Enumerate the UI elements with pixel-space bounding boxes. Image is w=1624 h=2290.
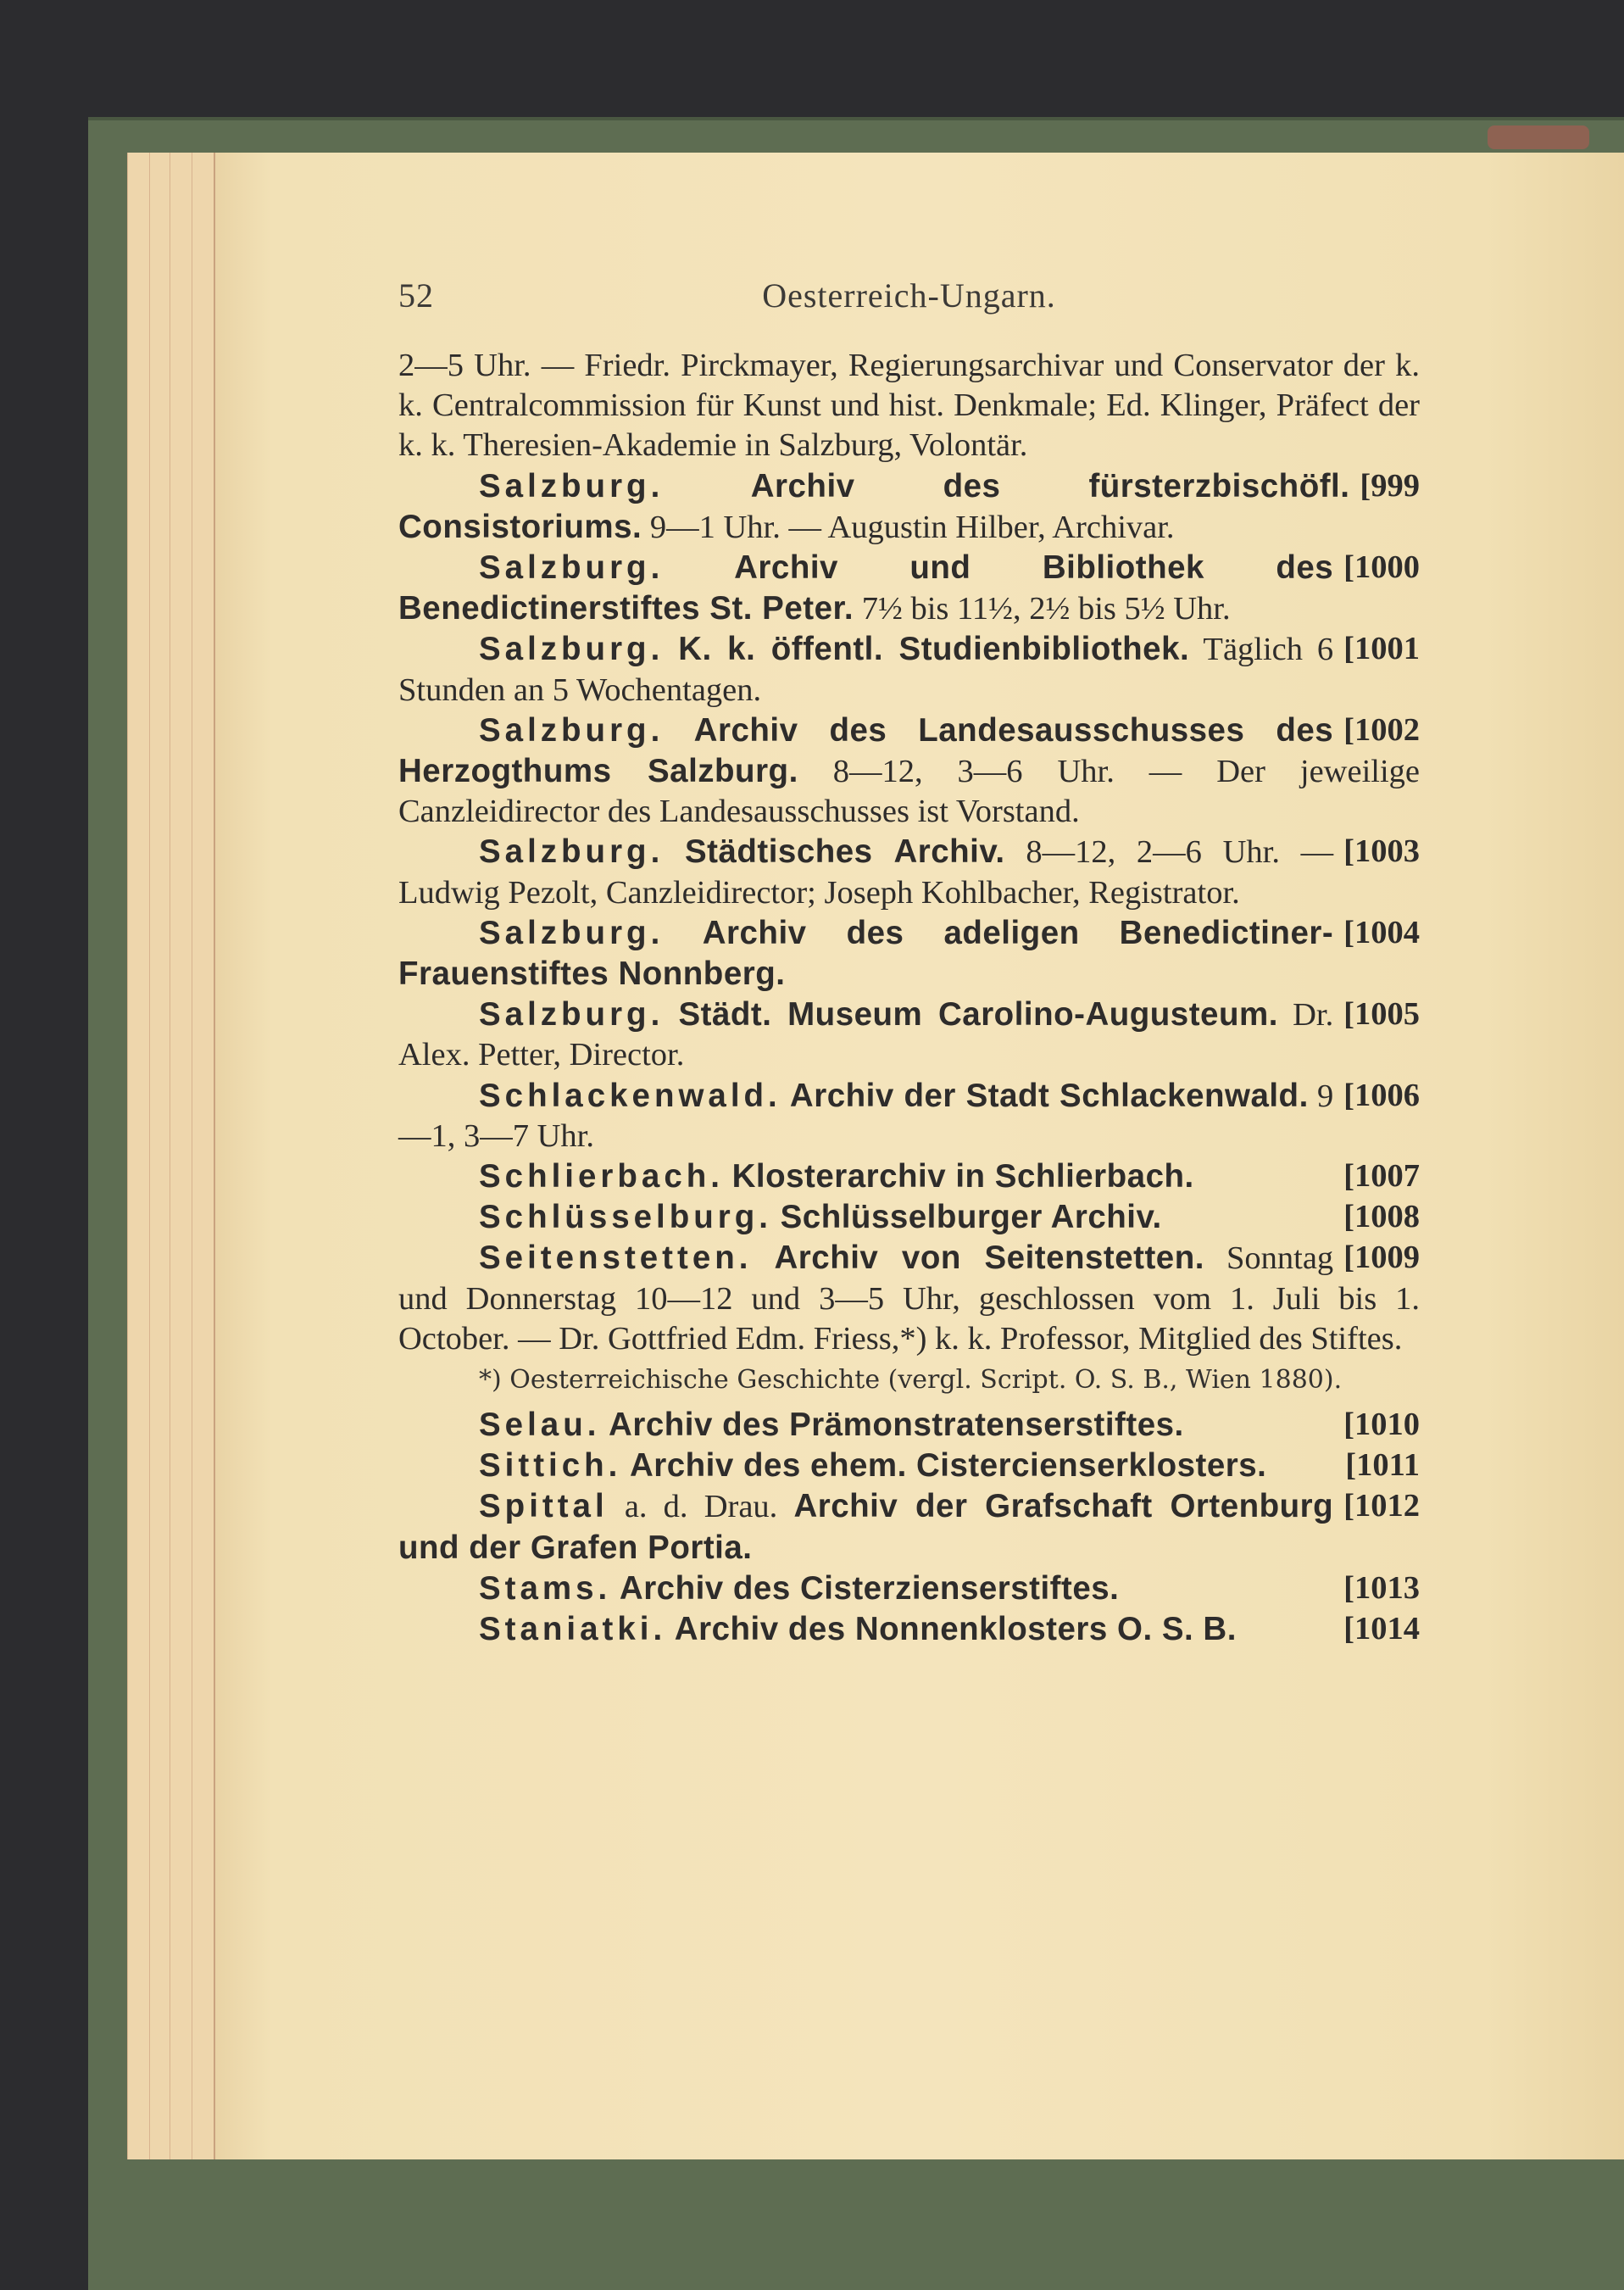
page-edge <box>127 153 152 2159</box>
entry-place: Salzburg. <box>479 833 665 871</box>
entry-title: Klosterarchiv in Schlierbach. <box>731 1158 1194 1195</box>
page-number: 52 <box>398 276 434 315</box>
page-edge <box>170 153 194 2159</box>
entry-1009 <box>398 1238 1420 1359</box>
entry-1014 <box>398 1609 1420 1650</box>
entry-place: Salzburg. <box>479 711 665 749</box>
entry-title: Archiv und Bibliothek des Benedictinerstiftes St. Peter. <box>398 549 1334 627</box>
entry-1010 <box>398 1405 1420 1446</box>
entry-title: Archiv des fürsterzbischöfl. Consistoriums. <box>398 467 1350 545</box>
entry-details: 8—12, 3—6 Uhr. — Der jeweilige Canzleidirector des Landesausschusses ist Vorstand. <box>398 754 1420 830</box>
entry-number: [1013 <box>1343 1569 1420 1606</box>
continuation-paragraph: 2—5 Uhr. — Friedr. Pirckmayer, Regierungsarchivar und Conservator der k. k. Centralcommission für Kunst und hist. Denkmale; Ed. Klinger, Präfect der k. k. Theresien-Akademie in Salzburg, Volontär. <box>398 348 1420 464</box>
entry-1005 <box>398 995 1420 1075</box>
page-edge <box>192 153 216 2159</box>
entry-title: Archiv des adeligen Benedictiner-Frauenstiftes Nonnberg. <box>398 914 1334 993</box>
entry-1011 <box>398 1446 1420 1486</box>
entry-title: Archiv der Grafschaft Ortenburg und der Grafen Portia. <box>398 1488 1334 1566</box>
entry-999 <box>398 466 1420 548</box>
footnote: *) Oesterreichische Geschichte (vergl. Script. O. S. B., Wien 1880). <box>479 1365 1343 1396</box>
entry-place-suffix: a. d. Drau. <box>624 1489 778 1525</box>
entry-place: Sittich. <box>479 1447 622 1485</box>
entry-place: Salzburg. <box>479 467 665 504</box>
entry-1000 <box>398 548 1420 629</box>
running-head: Oesterreich-Ungarn. <box>762 276 1056 315</box>
entry-1004 <box>398 913 1420 995</box>
entry-number: [1001 <box>1343 631 1420 667</box>
entry-place: Salzburg. <box>479 549 665 587</box>
entry-title: Schlüsselburger Archiv. <box>780 1199 1162 1236</box>
entry-title: Archiv des ehem. Cistercienserklosters. <box>629 1447 1267 1485</box>
entry-details: 8—12, 2—6 Uhr. — Ludwig Pezolt, Canzleidirector; Joseph Kohlbacher, Registrator. <box>398 834 1334 911</box>
entry-number: [1010 <box>1343 1407 1420 1443</box>
entry-title: Archiv der Stadt Schlackenwald. <box>789 1077 1309 1114</box>
entry-number: [1003 <box>1343 833 1420 870</box>
entry-place: Schlüsselburg. <box>479 1199 772 1236</box>
entry-1003 <box>398 832 1420 912</box>
entry-title: Archiv des Landesausschusses des Herzogthums Salzburg. <box>398 711 1334 790</box>
entry-details: 9—1 Uhr. — Augustin Hilber, Archivar. <box>649 509 1175 545</box>
entry-number: [1002 <box>1343 711 1420 748</box>
entry-1013 <box>398 1568 1420 1609</box>
entry-place: Salzburg. <box>479 996 665 1034</box>
entry-1006 <box>398 1076 1420 1156</box>
entry-number: [1006 <box>1343 1077 1420 1113</box>
entry-number: [1008 <box>1343 1199 1420 1235</box>
entry-place: Selau. <box>479 1407 601 1444</box>
entry-place: Salzburg. <box>479 914 665 951</box>
entry-place: Schlierbach. <box>479 1158 724 1195</box>
entry-number: [999 <box>1360 467 1420 504</box>
entry-details: Täglich 6 Stunden an 5 Wochentagen. <box>398 632 1334 708</box>
entry-1001 <box>398 629 1420 710</box>
entry-title: Archiv von Seitenstetten. <box>774 1240 1204 1277</box>
entry-details: 7½ bis 11½, 2½ bis 5½ Uhr. <box>861 591 1231 627</box>
entry-details: Dr. Alex. Petter, Director. <box>398 997 1334 1073</box>
entry-number: [1007 <box>1343 1158 1420 1195</box>
entry-details: 9—1, 3—7 Uhr. <box>398 1078 1334 1154</box>
entry-number: [1012 <box>1343 1488 1420 1524</box>
page-edge <box>149 153 172 2159</box>
entry-number: [1009 <box>1343 1240 1420 1276</box>
entry-place: Seitenstetten. <box>479 1240 753 1277</box>
entry-number: [1004 <box>1343 914 1420 950</box>
entry-number: [1014 <box>1343 1611 1420 1647</box>
entry-1002 <box>398 710 1420 833</box>
entry-place: Staniatki. <box>479 1611 667 1648</box>
entry-title: K. k. öffentl. Studienbibliothek. <box>678 631 1190 668</box>
cover-stain <box>1488 125 1589 149</box>
entry-1012 <box>398 1486 1420 1568</box>
entry-place: Spittal <box>479 1488 609 1525</box>
entry-place: Schlackenwald. <box>479 1077 781 1114</box>
entry-1007 <box>398 1156 1420 1197</box>
entry-details: Sonntag und Donnerstag 10—12 und 3—5 Uhr, geschlossen vom 1. Juli bis 1. October. — Dr. Gottfried Edm. Friess,*) k. k. Professor, Mitglied des Stiftes. <box>398 1240 1420 1357</box>
entry-title: Archiv des Cisterzienserstiftes. <box>619 1569 1120 1607</box>
entry-1008 <box>398 1197 1420 1238</box>
entry-title: Archiv des Prämonstratenserstiftes. <box>609 1407 1184 1444</box>
entry-title: Archiv des Nonnenklosters O. S. B. <box>674 1611 1237 1648</box>
entry-title: Städt. Museum Carolino-Augusteum. <box>678 996 1278 1034</box>
entry-number: [1011 <box>1345 1447 1420 1484</box>
entry-place: Salzburg. <box>479 631 665 668</box>
page-header <box>398 276 1420 326</box>
entry-number: [1000 <box>1343 549 1420 586</box>
entry-number: [1005 <box>1343 996 1420 1033</box>
text-block <box>398 346 1420 1650</box>
entry-title: Städtisches Archiv. <box>684 833 1005 871</box>
entry-place: Stams. <box>479 1569 612 1607</box>
